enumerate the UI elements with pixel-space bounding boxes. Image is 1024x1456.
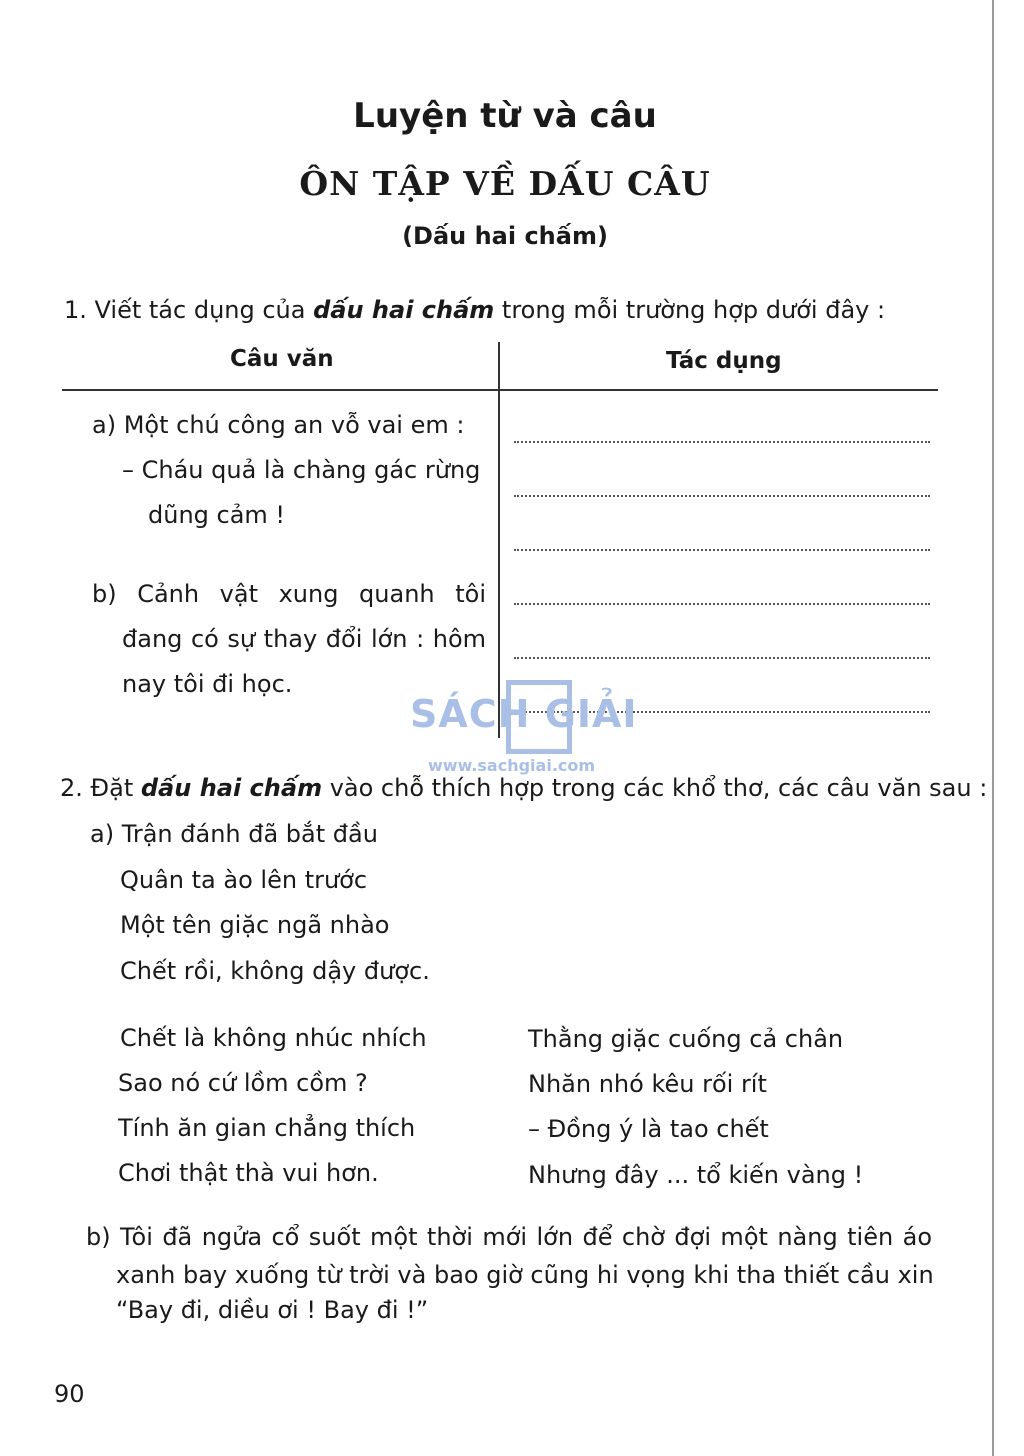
poem-line: a) Trận đánh đã bắt đầu <box>90 820 378 848</box>
poem-line: Chết là không nhúc nhích <box>120 1024 427 1052</box>
watermark-url: www.sachgiai.com <box>428 756 596 775</box>
poem-line: – Đồng ý là tao chết <box>528 1115 769 1143</box>
exercise2-prompt-bold: dấu hai chấm <box>140 774 323 802</box>
answer-line-4[interactable] <box>514 603 930 605</box>
poem-line: Chơi thật thà vui hơn. <box>118 1159 379 1187</box>
exercise2-b-line2: xanh bay xuống từ trời và bao giờ cũng hi vọng khi tha thiết cầu xin <box>116 1261 934 1289</box>
poem-line: Sao nó cứ lồm cồm ? <box>118 1069 368 1097</box>
answer-line-2[interactable] <box>514 495 930 497</box>
table-column-divider <box>498 342 500 738</box>
exercise2-b-line1: b) Tôi đã ngửa cổ suốt một thời mới lớn để chờ đợi một nàng tiên áo <box>86 1223 932 1251</box>
poem-line: Chết rồi, không dậy được. <box>120 957 430 985</box>
lesson-subtitle: (Dấu hai chấm) <box>402 222 608 250</box>
answer-line-1[interactable] <box>514 441 930 443</box>
column-header-sentence: Câu văn <box>230 346 334 372</box>
sentence-b-line1: b) Cảnh vật xung quanh tôi <box>92 580 486 608</box>
sentence-a-line3: dũng cảm ! <box>148 501 286 529</box>
exercise2-b-line3: “Bay đi, diều ơi ! Bay đi !” <box>116 1296 429 1324</box>
answer-line-5[interactable] <box>514 657 930 659</box>
lesson-title: ÔN TẬP VỀ DẤU CÂU <box>299 164 711 203</box>
poem-line: Tính ăn gian chẳng thích <box>118 1114 416 1142</box>
sentence-a-line1: a) Một chú công an vỗ vai em : <box>92 411 465 439</box>
answer-line-3[interactable] <box>514 549 930 551</box>
exercise1-prompt-bold: dấu hai chấm <box>313 296 495 324</box>
page-edge <box>992 0 994 1456</box>
watermark-logo: SÁCH GIẢI <box>410 692 638 736</box>
exercise1-prompt: 1. Viết tác dụng của dấu hai chấm trong mỗi trường hợp dưới đây : <box>64 296 886 324</box>
poem-line: Một tên giặc ngã nhào <box>120 911 390 939</box>
sentence-b-line2: đang có sự thay đổi lớn : hôm <box>122 625 486 653</box>
poem-line: Nhưng đây ... tổ kiến vàng ! <box>528 1161 864 1189</box>
poem-line: Quân ta ào lên trước <box>120 866 368 894</box>
page-number: 90 <box>54 1380 85 1408</box>
sentence-a-line2: – Cháu quả là chàng gác rừng <box>122 456 481 484</box>
table-header-rule <box>62 389 938 391</box>
column-header-effect: Tác dụng <box>666 348 782 374</box>
sentence-b-line3: nay tôi đi học. <box>122 670 293 698</box>
poem-line: Nhăn nhó kêu rối rít <box>528 1070 767 1098</box>
poem-line: Thằng giặc cuống cả chân <box>528 1025 844 1053</box>
exercise2-prompt: 2. Đặt dấu hai chấm vào chỗ thích hợp trong các khổ thơ, các câu văn sau : <box>60 774 988 802</box>
section-title: Luyện từ và câu <box>353 96 657 136</box>
